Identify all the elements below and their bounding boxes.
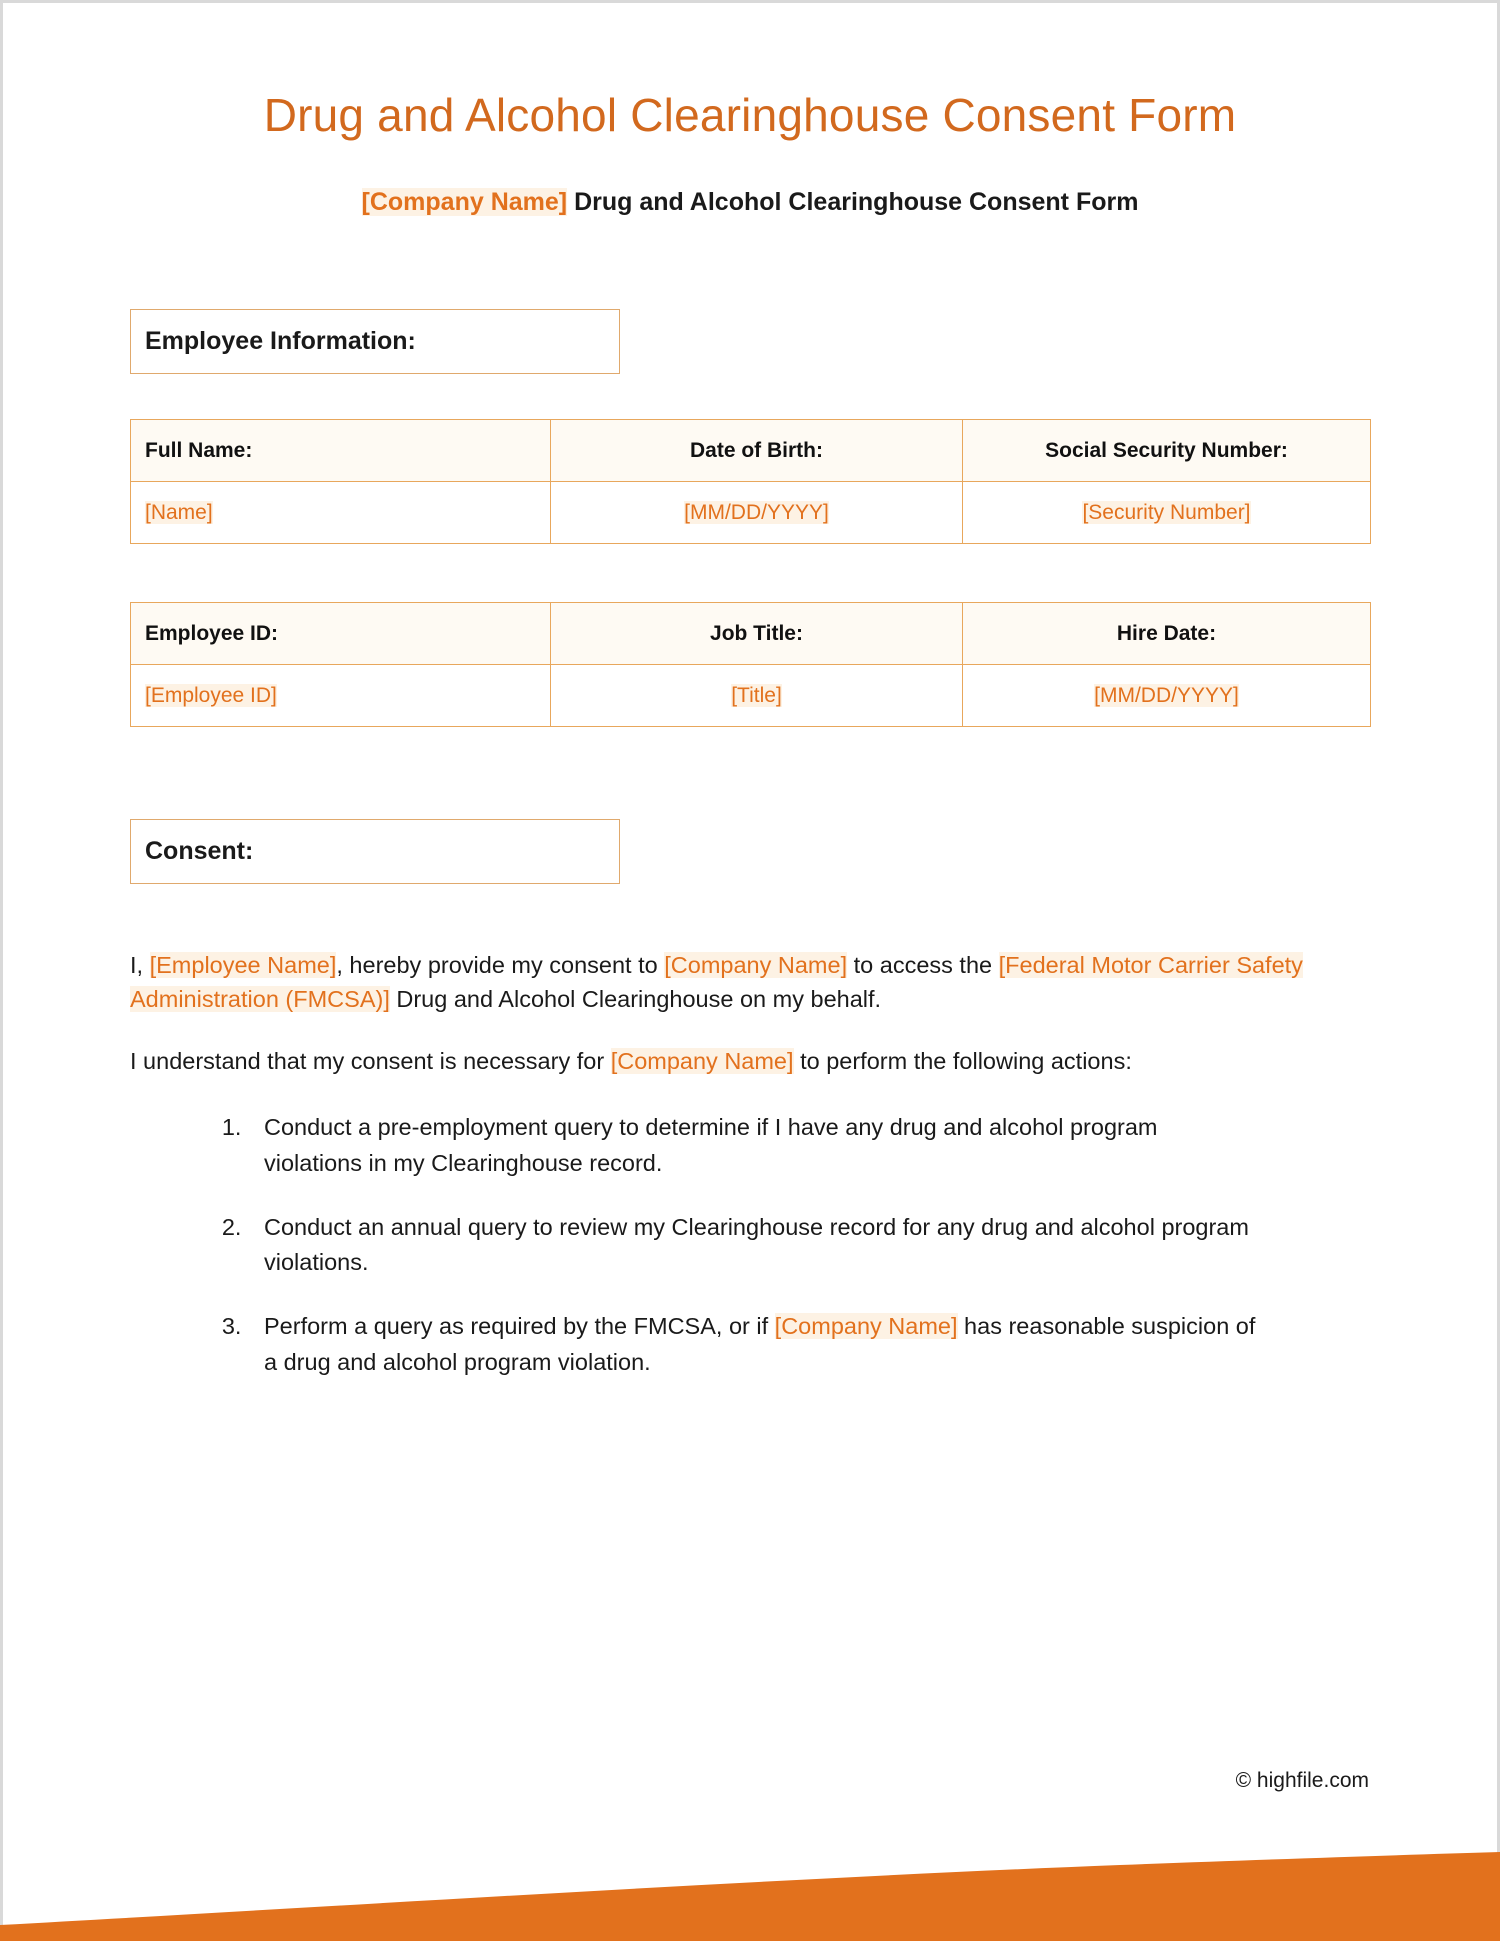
- list-item: [248, 1309, 1260, 1380]
- section-title-consent: Consent:: [145, 837, 254, 865]
- field-hire-date[interactable]: [963, 665, 1371, 727]
- list-item: [248, 1210, 1260, 1281]
- action-2-text: Conduct an annual query to review my Clearinghouse record for any drug and alcohol program violations.: [264, 1213, 1249, 1276]
- page-title: Drug and Alcohol Clearinghouse Consent Form: [263, 89, 1237, 141]
- value-employee-id: [Employee ID]: [145, 683, 277, 707]
- consent-paragraph-2: [130, 1044, 1380, 1078]
- field-date-of-birth[interactable]: [551, 482, 963, 544]
- table-row: [131, 665, 1371, 727]
- consent-paragraph-1: [130, 948, 1380, 1016]
- consent-p2-company-name-placeholder: [Company Name]: [610, 1048, 794, 1075]
- table-identity: [130, 419, 1371, 544]
- footer-copyright: © highfile.com: [1235, 1769, 1369, 1792]
- section-title-employee-information: Employee Information:: [145, 327, 416, 355]
- consent-actions-list: [130, 1110, 1260, 1380]
- value-job-title: [Title]: [731, 683, 782, 707]
- value-hire-date: [MM/DD/YYYY]: [1094, 683, 1239, 707]
- field-social-security-number[interactable]: [963, 482, 1371, 544]
- consent-p1-fmcsa-placeholder: [Federal Motor Carrier Safety Administration (FMCSA)]: [130, 952, 1303, 1013]
- th-hire-date: Hire Date:: [963, 603, 1371, 665]
- consent-p1-text-2: , hereby provide my consent to: [336, 952, 665, 978]
- value-date-of-birth: [MM/DD/YYYY]: [684, 500, 829, 524]
- table-row: [131, 482, 1371, 544]
- consent-p1-text-1: I,: [130, 952, 150, 978]
- field-full-name[interactable]: [131, 482, 551, 544]
- th-social-security-number: Social Security Number:: [963, 420, 1371, 482]
- document-subtitle: [130, 142, 1370, 217]
- value-full-name: [Name]: [145, 500, 213, 524]
- section-header-consent: [130, 819, 620, 884]
- table-row: [131, 420, 1371, 482]
- consent-p1-company-name-placeholder: [Company Name]: [664, 952, 848, 978]
- list-item: [248, 1110, 1260, 1181]
- subtitle-text: Drug and Alcohol Clearinghouse Consent Form: [567, 188, 1139, 216]
- consent-p2-text-2: to perform the following actions:: [793, 1048, 1132, 1075]
- th-job-title: Job Title:: [551, 603, 963, 665]
- action-3-text-1: Perform a query as required by the FMCSA, or if: [264, 1313, 775, 1340]
- th-employee-id: Employee ID:: [131, 603, 551, 665]
- consent-p1-text-3: to access the: [847, 952, 999, 978]
- subtitle-company-placeholder: [Company Name]: [361, 188, 568, 216]
- field-job-title[interactable]: [551, 665, 963, 727]
- consent-p2-text-1: I understand that my consent is necessary for: [130, 1048, 611, 1075]
- value-social-security-number: [Security Number]: [1082, 500, 1251, 524]
- th-full-name: Full Name:: [131, 420, 551, 482]
- table-row: [131, 603, 1371, 665]
- table-spacer: [130, 544, 1370, 602]
- consent-p1-employee-name-placeholder: [Employee Name]: [149, 952, 337, 978]
- wave-shape: [0, 1852, 1500, 1941]
- action-3-text-2: has reasonable suspicion of a drug and alcohol program violation.: [264, 1313, 1256, 1375]
- action-3-company-name-placeholder: [Company Name]: [774, 1313, 958, 1340]
- th-date-of-birth: Date of Birth:: [551, 420, 963, 482]
- consent-p1-text-4: Drug and Alcohol Clearinghouse on my behalf.: [389, 986, 882, 1013]
- footer-wave-decoration: [0, 1821, 1500, 1941]
- action-1-text: Conduct a pre-employment query to determine if I have any drug and alcohol program violations in my Clearinghouse record.: [264, 1114, 1158, 1176]
- field-employee-id[interactable]: [131, 665, 551, 727]
- table-employment: [130, 602, 1371, 727]
- section-header-employee-information: [130, 309, 620, 374]
